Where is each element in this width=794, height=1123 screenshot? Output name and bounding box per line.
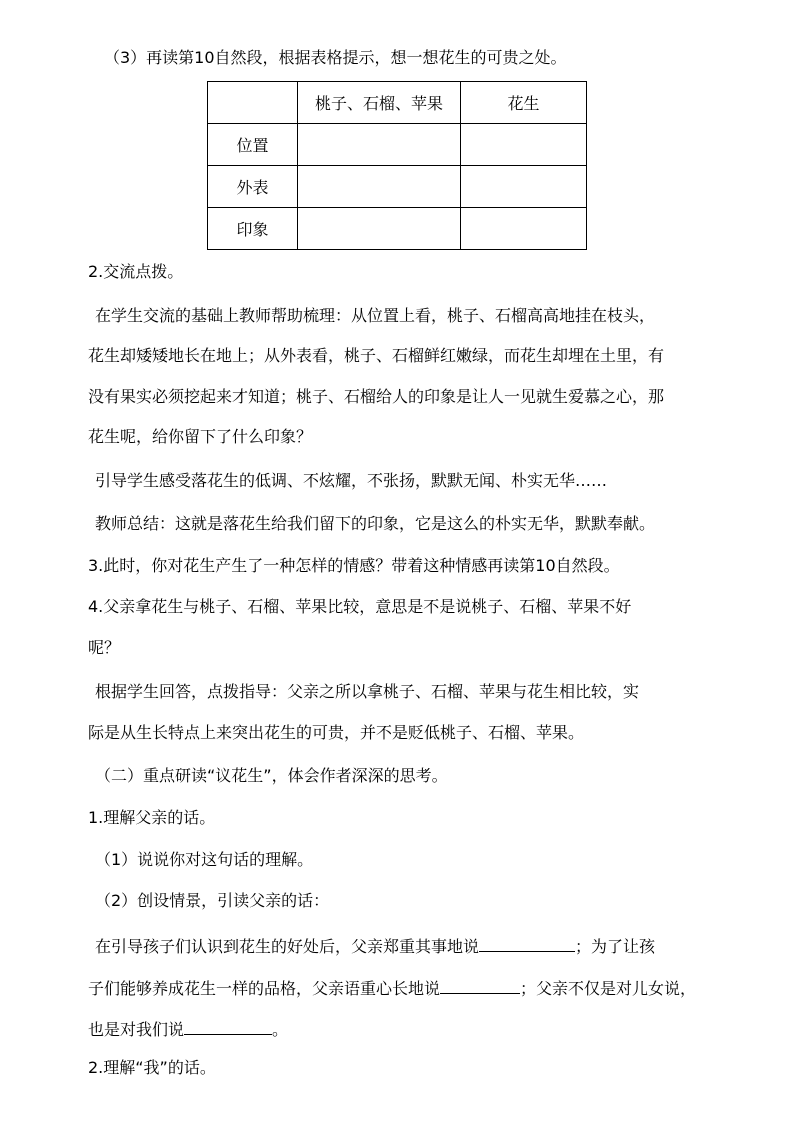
table-header-cell: 桃子、石榴、苹果 [298, 82, 461, 124]
step-3-heading: 3.此时，你对花生产生了一种怎样的情感？带着这种情感再读第10自然段。 [88, 556, 620, 575]
sub-item: （1）说说你对这句话的理解。 [95, 850, 314, 869]
answer-blank[interactable] [184, 1016, 272, 1035]
table-cell [461, 166, 587, 208]
table-row [208, 124, 587, 166]
question-3-heading: （3）再读第10自然段，根据表格提示，想一想花生的可贵之处。 [104, 48, 567, 67]
table-row [208, 208, 587, 250]
row-label: 外表 [208, 166, 298, 208]
comparison-table [207, 81, 587, 250]
sub-heading: 1.理解父亲的话。 [88, 808, 216, 827]
paragraph-line: 呢？ [88, 638, 121, 657]
table-cell [461, 124, 587, 166]
table-header-cell: 花生 [461, 82, 587, 124]
paragraph-line: 没有果实必须挖起来才知道；桃子、石榴给人的印象是让人一见就生爱慕之心，那 [88, 387, 665, 406]
text-segment: ；父亲不仅是对儿女说， [520, 979, 697, 998]
text-segment: 。 [272, 1020, 289, 1039]
paragraph-line: 根据学生回答，点拨指导：父亲之所以拿桃子、石榴、苹果与花生相比较，实 [95, 682, 640, 701]
paragraph-line: 花生却矮矮地长在地上；从外表看，桃子、石榴鲜红嫩绿，而花生却埋在土里，有 [88, 346, 665, 365]
row-label: 印象 [208, 208, 298, 250]
table-cell [298, 124, 461, 166]
table-row [208, 166, 587, 208]
step-2-heading: 2.交流点拨。 [88, 262, 184, 281]
step-4-heading: 4.父亲拿花生与桃子、石榴、苹果比较，意思是不是说桃子、石榴、苹果不好 [88, 597, 632, 616]
section-heading: （二）重点研读“议花生”，体会作者深深的思考。 [95, 766, 448, 785]
table-header-row [208, 82, 587, 124]
paragraph-line: 引导学生感受落花生的低调、不炫耀，不张扬，默默无闻、朴实无华…… [95, 471, 608, 490]
fill-in-line [88, 975, 696, 999]
text-segment: 子们能够养成花生一样的品格，父亲语重心长地说 [88, 979, 441, 998]
table-cell [298, 208, 461, 250]
text-segment: 也是对我们说 [88, 1020, 185, 1039]
paragraph-line: 教师总结：这就是落花生给我们留下的印象，它是这么的朴实无华，默默奉献。 [95, 514, 656, 533]
table-cell [298, 166, 461, 208]
answer-blank[interactable] [440, 975, 520, 994]
table-header-cell [208, 82, 298, 124]
fill-in-line [95, 933, 655, 957]
paragraph-line: 在学生交流的基础上教师帮助梳理：从位置上看，桃子、石榴高高地挂在枝头， [95, 306, 656, 325]
fill-in-line [88, 1016, 288, 1040]
sub-item: （2）创设情景，引读父亲的话： [95, 891, 330, 910]
row-label: 位置 [208, 124, 298, 166]
paragraph-line: 际是从生长特点上来突出花生的可贵，并不是贬低桃子、石榴、苹果。 [88, 723, 585, 742]
text-segment: 在引导孩子们认识到花生的好处后，父亲郑重其事地说 [95, 937, 480, 956]
paragraph-line: 花生呢，给你留下了什么印象？ [88, 427, 313, 446]
table-cell [461, 208, 587, 250]
answer-blank[interactable] [479, 933, 575, 952]
sub-heading: 2.理解“我”的话。 [88, 1058, 216, 1077]
text-segment: ；为了让孩 [575, 937, 656, 956]
